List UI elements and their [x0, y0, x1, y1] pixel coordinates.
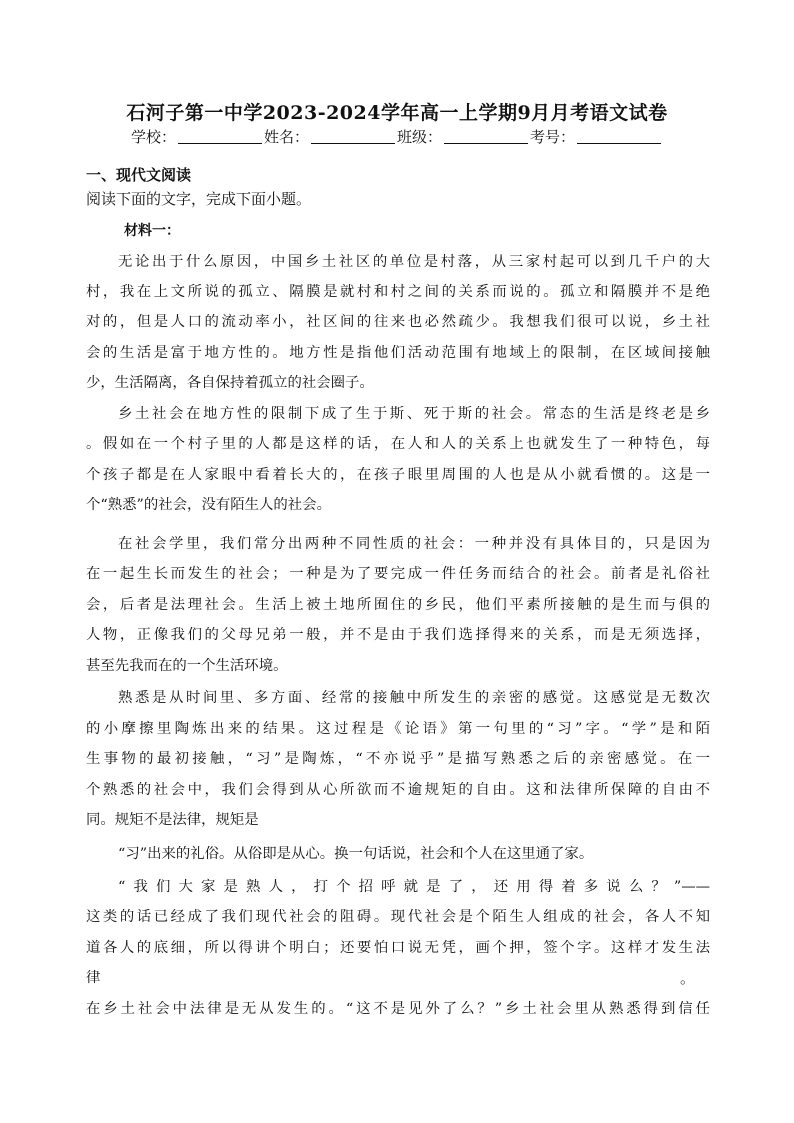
- text-line: 甚至先我而在的一个生活环境。: [86, 658, 288, 674]
- material-label: 材料一：: [124, 223, 180, 239]
- text-line: 熟悉是从时间里、多方面、经常的接触中所发生的亲密的感觉。这感觉是无数次: [118, 690, 710, 706]
- text-line: 道各人的底细，所以得讲个明白；还要怕口说无凭，画个押，签个字。这样才发生法: [86, 940, 710, 956]
- text-line: 乡土社会在地方性的限制下成了生于斯、死于斯的社会。常态的生活是终老是乡: [118, 406, 710, 422]
- text-line: 个孩子都是在人家眼中看着长大的，在孩子眼里周围的人也是从小就看惯的。这是一: [86, 467, 710, 483]
- text-line: 同。规矩不是法律，规矩是: [86, 812, 259, 828]
- section-heading: 一、现代文阅读: [86, 166, 192, 184]
- text-line: 少，生活隔离，各自保持着孤立的社会圈子。: [86, 375, 374, 391]
- text-line: 会，后者是法理社会。生活上被土地所囿住的乡民，他们平素所接触的是生而与俱的: [86, 597, 710, 613]
- text-line: 。假如在一个村子里的人都是这样的话，在人和人的关系上也就发生了一种特色，每: [86, 436, 710, 452]
- text-line: 个熟悉的社会中，我们会得到从心所欲而不逾规矩的自由。这和法律所保障的自由不: [86, 782, 710, 798]
- text-line: 在一起生长而发生的社会；一种是为了要完成一件任务而结合的社会。前者是礼俗社: [86, 566, 710, 582]
- exam-title: 石河子第一中学2023-2024学年高一上学期9月月考语文试卷: [126, 102, 668, 124]
- student-info-row: [0, 126, 794, 147]
- text-line: 村，我在上文所说的孤立、隔膜是就村和村之间的关系而说的。孤立和隔膜并不是绝: [86, 284, 710, 300]
- class-blank: [444, 129, 528, 144]
- text-line: 会的生活是富于地方性的。地方性是指他们活动范围有地域上的限制，在区域间接触: [86, 345, 710, 361]
- text-line: 律: [86, 970, 101, 986]
- text-line: “习”出来的礼俗。从俗即是从心。换一句话说，社会和个人在这里通了家。: [118, 846, 594, 862]
- school-label: 学校：: [130, 128, 176, 146]
- text-line: 这类的话已经成了我们现代社会的阻碍。现代社会是个陌生人组成的社会，各人不知: [86, 909, 710, 925]
- class-label: 班级：: [397, 128, 443, 146]
- text-line: 个“熟悉”的社会，没有陌生人的社会。: [86, 497, 331, 513]
- school-blank: [178, 129, 262, 144]
- text-line: 在乡土社会中法律是无从发生的。“这不是见外了么？”乡土社会里从熟悉得到信任: [86, 1001, 710, 1017]
- section-instruction: 阅读下面的文字，完成下面小题。: [86, 190, 312, 208]
- text-line: 生事物的最初接触，“习”是陶炼，“不亦说乎”是描写熟悉之后的亲密感觉。在一: [86, 751, 710, 767]
- exam-number-blank: [577, 129, 661, 144]
- text-line: 的小摩擦里陶炼出来的结果。这过程是《论语》第一句里的“习”字。“学”是和陌: [86, 721, 710, 737]
- text-line: 在社会学里，我们常分出两种不同性质的社会：一种并没有具体目的，只是因为: [118, 536, 710, 552]
- name-label: 姓名：: [263, 128, 309, 146]
- text-line: 人物，正像我们的父母兄弟一般，并不是由于我们选择得来的关系，而是无须选择，: [86, 627, 710, 643]
- text-line: 对的，但是人口的流动率小，社区间的往来也必然疏少。我想我们很可以说，乡土社: [86, 314, 710, 330]
- text-line: 无论出于什么原因，中国乡土社区的单位是村落，从三家村起可以到几千户的大: [118, 254, 710, 270]
- name-blank: [311, 129, 395, 144]
- exam-number-label: 考号：: [530, 128, 576, 146]
- line-end-period: 。: [680, 969, 696, 987]
- text-line: “我们大家是熟人，打个招呼就是了，还用得着多说么？”——: [118, 879, 710, 895]
